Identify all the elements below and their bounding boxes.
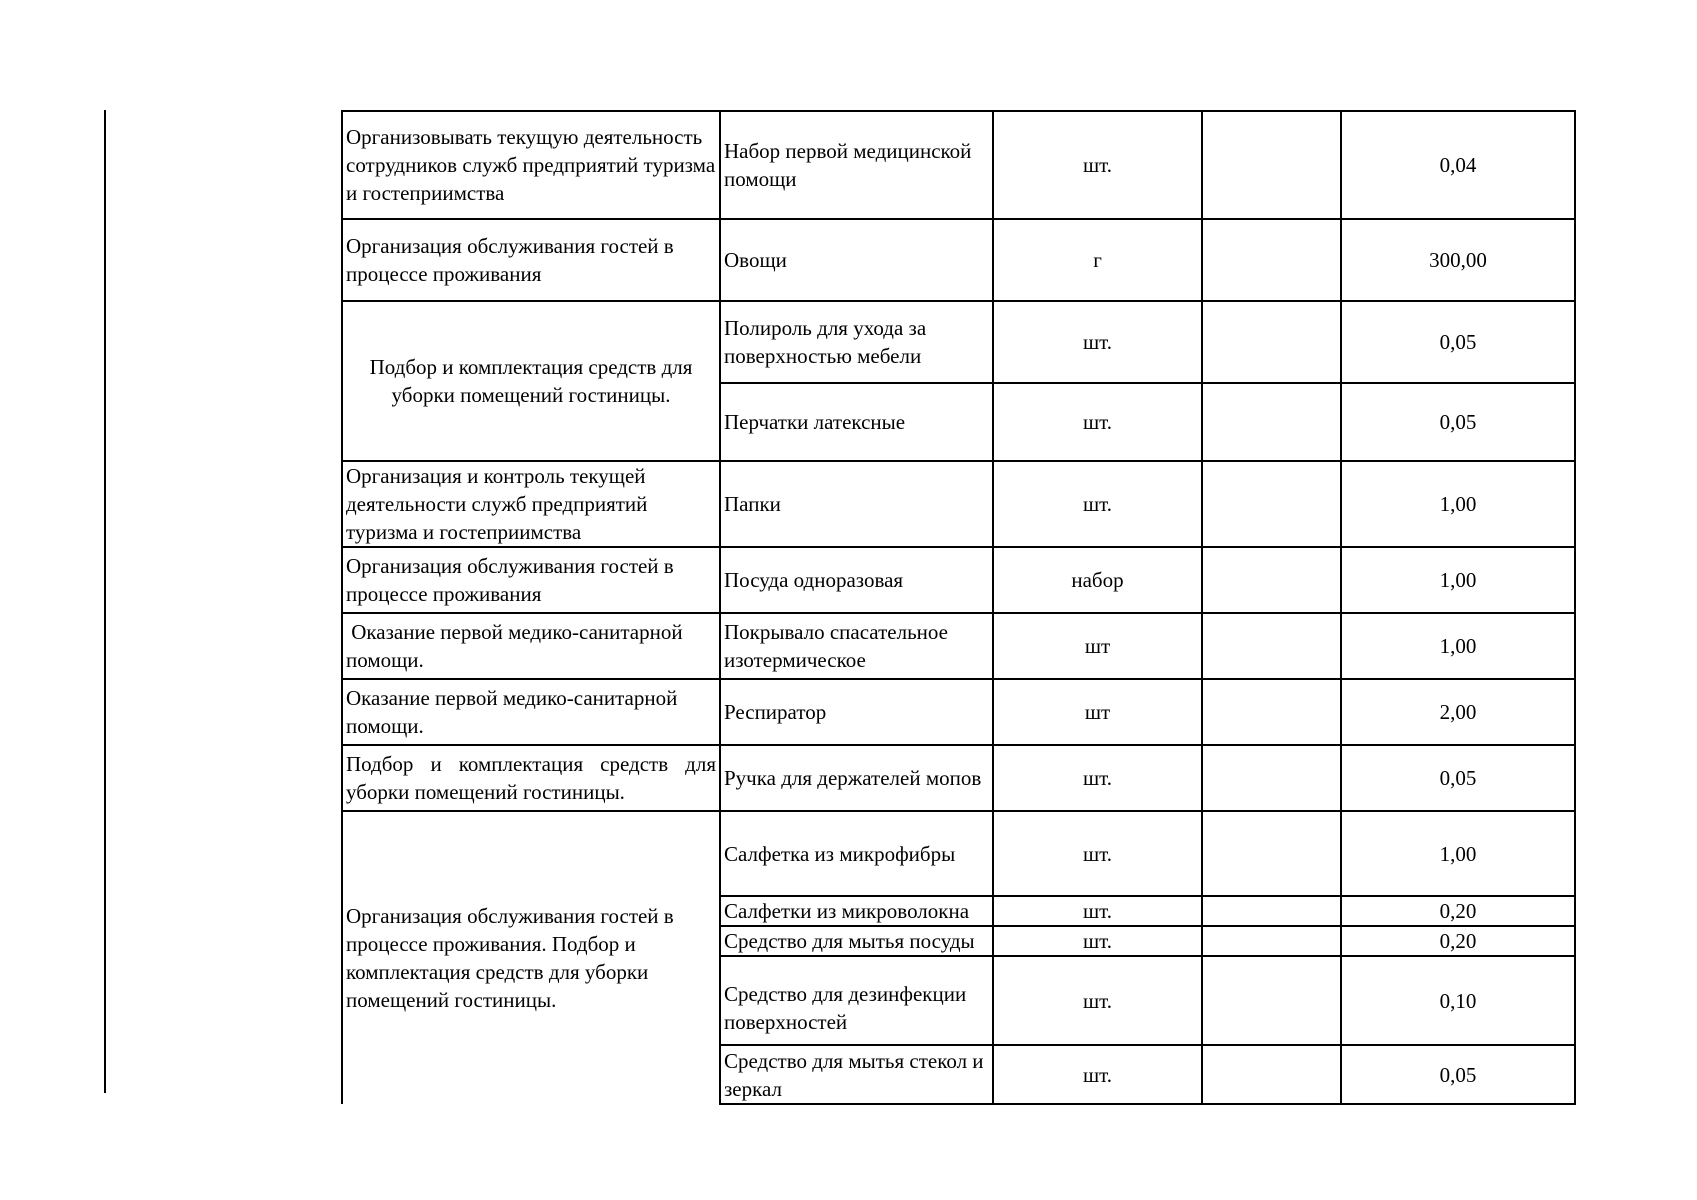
- empty-cell: [1202, 301, 1341, 383]
- empty-cell: [1202, 547, 1341, 613]
- table-row: [342, 613, 1575, 679]
- empty-cell: [1202, 896, 1341, 926]
- empty-cell: [1202, 1045, 1341, 1104]
- item-name-cell: Средство для мытья посуды: [720, 926, 993, 956]
- unit-cell: набор: [993, 547, 1202, 613]
- unit-cell: шт.: [993, 926, 1202, 956]
- activity-cell: Оказание первой медико-санитарной помощи.: [342, 613, 720, 679]
- table-row: [342, 679, 1575, 745]
- item-name-cell: Покрывало спасательное изотермическое: [720, 613, 993, 679]
- empty-cell: [1202, 613, 1341, 679]
- quantity-cell: 0,05: [1341, 301, 1575, 383]
- table-row: [342, 547, 1575, 613]
- quantity-cell: 0,10: [1341, 956, 1575, 1045]
- item-name-cell: Салфетка из микрофибры: [720, 811, 993, 896]
- unit-cell: шт.: [993, 461, 1202, 547]
- quantity-cell: 0,05: [1341, 383, 1575, 461]
- quantity-cell: 0,20: [1341, 896, 1575, 926]
- table-row: [342, 219, 1575, 301]
- table-row: [342, 811, 1575, 896]
- quantity-cell: 0,05: [1341, 745, 1575, 811]
- left-margin-rule: [104, 110, 106, 1093]
- empty-cell: [1202, 956, 1341, 1045]
- activity-cell: Подбор и комплектация средств для уборки помещений гостиницы.: [342, 745, 720, 811]
- item-name-cell: Ручка для держателей мопов: [720, 745, 993, 811]
- activity-cell: Организация обслуживания гостей в процессе проживания. Подбор и комплектация средств для уборки помещений гостиницы.: [342, 811, 720, 1104]
- empty-cell: [1202, 383, 1341, 461]
- table-row: [342, 745, 1575, 811]
- quantity-cell: 1,00: [1341, 613, 1575, 679]
- table-row: [342, 461, 1575, 547]
- table-row: [342, 111, 1575, 219]
- quantity-cell: 0,04: [1341, 111, 1575, 219]
- unit-cell: шт.: [993, 1045, 1202, 1104]
- unit-cell: шт.: [993, 111, 1202, 219]
- item-name-cell: Салфетки из микроволокна: [720, 896, 993, 926]
- item-name-cell: Респиратор: [720, 679, 993, 745]
- unit-cell: шт.: [993, 383, 1202, 461]
- activity-cell: Подбор и комплектация средств для уборки помещений гостиницы.: [342, 301, 720, 461]
- empty-cell: [1202, 111, 1341, 219]
- empty-cell: [1202, 811, 1341, 896]
- empty-cell: [1202, 926, 1341, 956]
- quantity-cell: 2,00: [1341, 679, 1575, 745]
- item-name-cell: Перчатки латексные: [720, 383, 993, 461]
- item-name-cell: Папки: [720, 461, 993, 547]
- activity-cell: Организация и контроль текущей деятельности служб предприятий туризма и гостеприимства: [342, 461, 720, 547]
- empty-cell: [1202, 461, 1341, 547]
- unit-cell: шт.: [993, 896, 1202, 926]
- activity-cell: Организация обслуживания гостей в процессе проживания: [342, 547, 720, 613]
- unit-cell: шт.: [993, 301, 1202, 383]
- activity-cell: Организовывать текущую деятельность сотрудников служб предприятий туризма и гостеприимства: [342, 111, 720, 219]
- unit-cell: шт: [993, 679, 1202, 745]
- item-name-cell: Набор первой медицинской помощи: [720, 111, 993, 219]
- quantity-cell: 300,00: [1341, 219, 1575, 301]
- unit-cell: шт: [993, 613, 1202, 679]
- item-name-cell: Посуда одноразовая: [720, 547, 993, 613]
- item-name-cell: Средство для мытья стекол и зеркал: [720, 1045, 993, 1104]
- supplies-table: [341, 110, 1576, 1105]
- unit-cell: шт.: [993, 811, 1202, 896]
- quantity-cell: 1,00: [1341, 811, 1575, 896]
- unit-cell: г: [993, 219, 1202, 301]
- item-name-cell: Овощи: [720, 219, 993, 301]
- empty-cell: [1202, 219, 1341, 301]
- empty-cell: [1202, 745, 1341, 811]
- empty-cell: [1202, 679, 1341, 745]
- item-name-cell: Полироль для ухода за поверхностью мебели: [720, 301, 993, 383]
- quantity-cell: 1,00: [1341, 461, 1575, 547]
- activity-cell: Организация обслуживания гостей в процессе проживания: [342, 219, 720, 301]
- item-name-cell: Средство для дезинфекции поверхностей: [720, 956, 993, 1045]
- quantity-cell: 0,05: [1341, 1045, 1575, 1104]
- unit-cell: шт.: [993, 956, 1202, 1045]
- quantity-cell: 1,00: [1341, 547, 1575, 613]
- quantity-cell: 0,20: [1341, 926, 1575, 956]
- table-row: [342, 301, 1575, 383]
- activity-cell: Оказание первой медико-санитарной помощи.: [342, 679, 720, 745]
- unit-cell: шт.: [993, 745, 1202, 811]
